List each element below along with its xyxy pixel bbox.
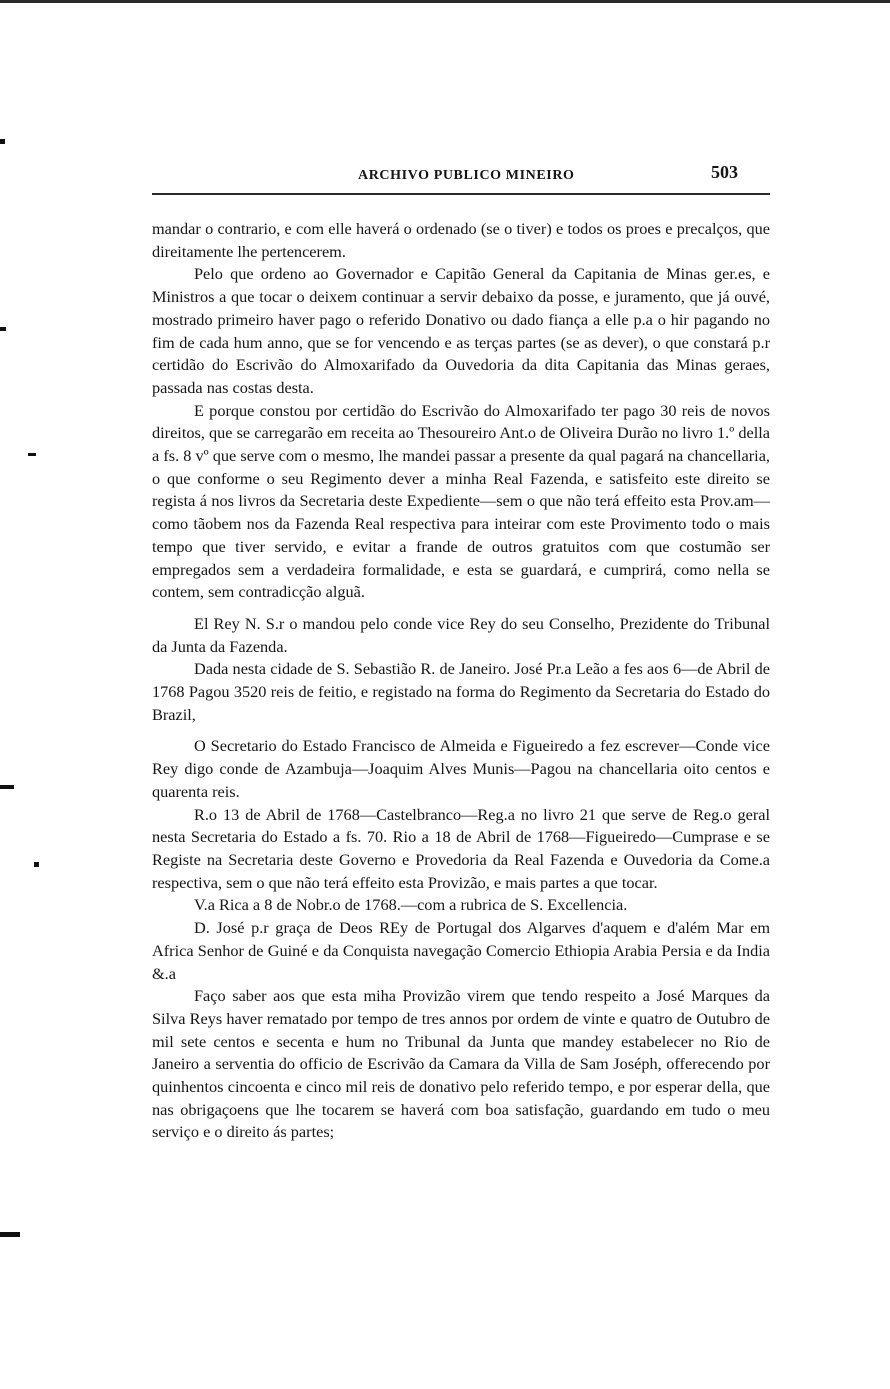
margin-mark [0,327,6,331]
paragraph-porque: E porque constou por certidão do Escrivão do Almoxarifado ter pago 30 reis de novos direitos, que se carregarão em receita ao Thesoureiro Ant.o de Oliveira Durão no livro 1.º della a fs. 8 vº que serve com o mesmo, lhe mandei passar a presente da qual pagará na chancellaria, o que conforme o seu Regimento dever a minha Real Fazenda, e satisfeito este direito se regista á nos livros da Secretaria deste Expediente—sem o que não terá effeito esta Prov.am—como tãobem nos da Fazenda Real respectiva para inteirar com este Provimento todo o mais tempo que tiver servido, e evitar a frande de outros gratuitos com que costumão ser empregados sem a verdadeira formalidade, e esta se guardará, e cumprirá, como nella se contem, sem contradicção alguã. [152,400,770,602]
paragraph-ordeno: Pelo que ordeno ao Governador e Capitão General da Capitania de Minas ger.es, e Ministros a que tocar o deixem continuar a servir debaixo da posse, e juramento, que já ouvé, mostrado primeiro haver pago o referido Donativo ou dado fiança a elle p.a o hir pagando no fim de cada hum anno, que se for vencendo e as terças partes (se as dever), o que constará p.r certidão do Escrivão do Almoxarifado da Ouvedoria da dita Capitania das Minas geraes, passada nas costas desta. [152,264,770,397]
paragraph-continuation: mandar o contrario, e com elle haverá o ordenado (se o tiver) e todos os proes e precalços, que direitamente lhe pertencerem. [152,219,770,261]
page-number: 503 [711,162,738,182]
margin-mark [0,1232,20,1237]
margin-mark [0,785,14,789]
page-header [150,162,770,192]
paragraph-dada: Dada nesta cidade de S. Sebastião R. de Janeiro. José Pr.a Leão a fes aos 6—de Abril de 1768 Pagou 3520 reis de feitio, e registado na forma do Regimento da Secretaria do Estado do Brazil, [152,659,770,724]
header-rule [152,193,770,195]
margin-mark [34,862,39,867]
top-edge-rule [0,0,890,3]
document-body [152,218,770,1144]
paragraph-dom-jose: D. José p.r graça de Deos REy de Portugal dos Algarves d'aquem e d'além Mar em Africa Senhor de Guiné e da Conquista navegação Comercio Ethiopia Arabia Persia e da India &.a [152,918,770,983]
running-title: ARCHIVO PUBLICO MINEIRO [358,168,575,183]
paragraph-faco-saber: Faço saber aos que esta miha Provizão virem que tendo respeito a José Marques da Silva Reys haver rematado por tempo de tres annos por ordem de vinte e quatro de Outubro de mil sete centos e secenta e hum no Tribunal da Junta que mandey estabelecer no Rio de Janeiro a serventia do officio de Escrivão da Camara da Villa de Sam Joséph, offerecendo por quinhentos cincoenta e cinco mil reis de donativo pelo referido tempo, e por esperar della, que nas obrigaçoens que lhe tocarem se haverá com boa satisfação, guardando em tudo o meu serviço e o direito ás partes; [152,986,770,1142]
paragraph-secretario: O Secretario do Estado Francisco de Almeida e Figueiredo a fez escrever—Conde vice Rey digo conde de Azambuja—Joaquim Alves Munis—Pagou na chancellaria oito centos e quarenta reis. [152,736,770,801]
paragraph-villa-rica: V.a Rica a 8 de Nobr.o de 1768.—com a rubrica de S. Excellencia. [194,895,628,915]
paragraph-registo: R.o 13 de Abril de 1768—Castelbranco—Reg.a no livro 21 que serve de Reg.o geral nesta Secretaria do Estado a fs. 70. Rio a 18 de Abril de 1768—Figueiredo—Cumprase e se Registe na Secretaria deste Governo e Provedoria da Real Fazenda e Ouvedoria da Come.a respectiva, sem o que não terá effeito esta Provizão, e mais partes a que tocar. [152,804,770,892]
margin-mark [0,139,5,144]
margin-mark [28,453,36,456]
paragraph-el-rey: El Rey N. S.r o mandou pelo conde vice Rey do seu Conselho, Prezidente do Tribunal da Junta da Fazenda. [152,613,770,656]
